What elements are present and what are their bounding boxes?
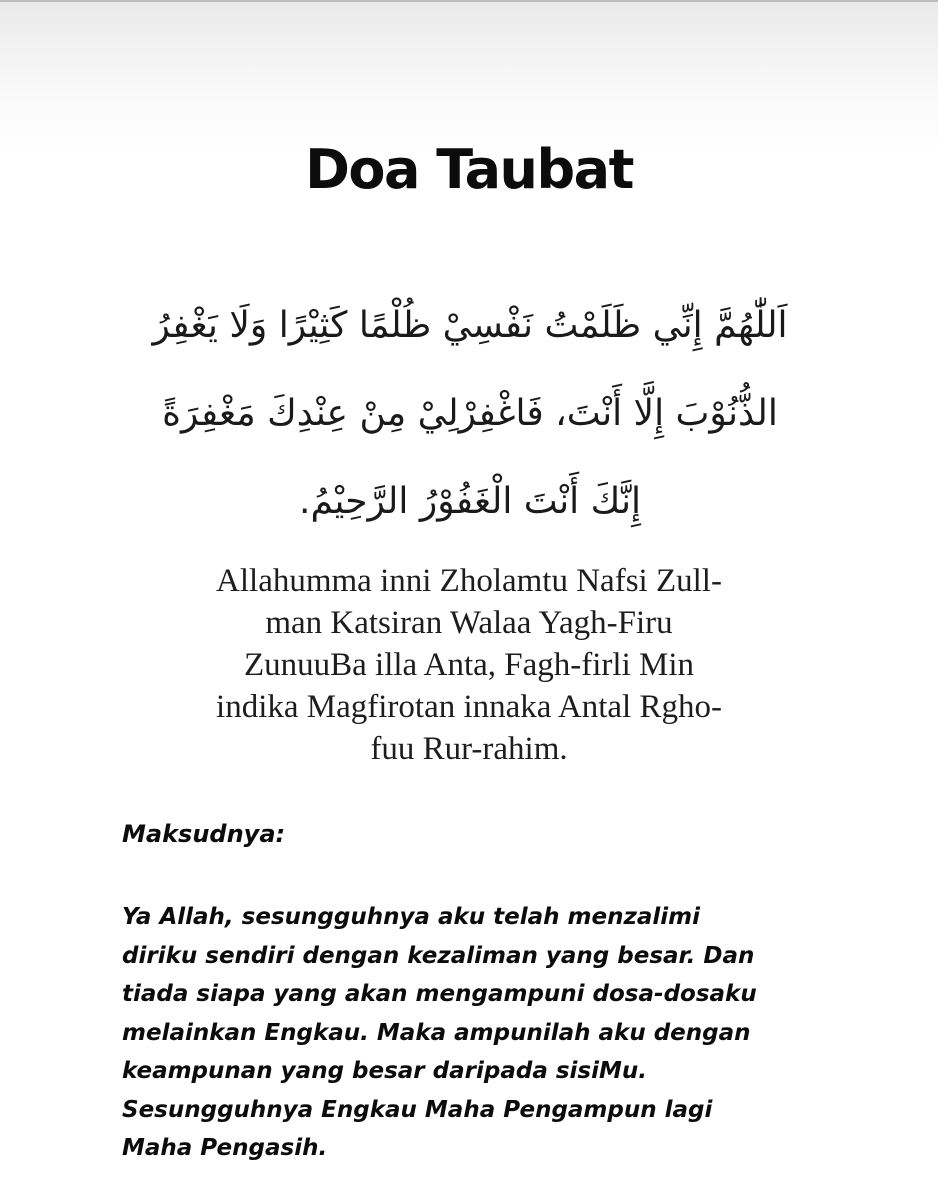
meaning-text: [122, 898, 882, 1168]
meaning-line: Maha Pengasih.: [122, 1135, 328, 1161]
meaning-line: Ya Allah, sesungguhnya aku telah menzalimi: [122, 904, 700, 930]
meaning-line: keampunan yang besar daripada sisiMu.: [122, 1058, 647, 1084]
transliteration-line: ZunuuBa illa Anta, Fagh-firli Min: [243, 647, 695, 683]
arabic-line: إِنَّكَ أَنْتَ الْغَفُوْرُ الرَّحِيْمُ.: [299, 481, 641, 522]
arabic-line: الذُّنُوْبَ إِلَّا أَنْتَ، فَاغْفِرْلِيْ مِنْ عِنْدِكَ مَغْفِرَةً: [162, 393, 778, 434]
meaning-heading: Maksudnya:: [122, 820, 286, 848]
transliteration-line: Allahumma inni Zholamtu Nafsi Zull-: [216, 563, 722, 599]
transliteration-line: indika Magfirotan innaka Antal Rgho-: [216, 689, 722, 725]
top-edge-divider: [0, 0, 938, 2]
transliteration-text: [140, 560, 798, 770]
arabic-line: اَللّٰهُمَّ إِنِّي ظَلَمْتُ نَفْسِيْ ظُلْمًا كَثِيْرًا وَلَا يَغْفِرُ: [152, 305, 788, 346]
meaning-line: melainkan Engkau. Maka ampunilah aku dengan: [122, 1019, 751, 1046]
transliteration-line: fuu Rur-rahim.: [370, 731, 568, 767]
page-title: Doa Taubat: [305, 138, 633, 201]
arabic-prayer-text: [150, 282, 790, 546]
meaning-line: diriku sendiri dengan kezaliman yang besar. Dan: [122, 942, 755, 969]
transliteration-line: man Katsiran Walaa Yagh-Firu: [265, 605, 673, 641]
meaning-line: Sesungguhnya Engkau Maha Pengampun lagi: [122, 1096, 713, 1123]
meaning-line: tiada siapa yang akan mengampuni dosa-dosaku: [122, 981, 757, 1007]
